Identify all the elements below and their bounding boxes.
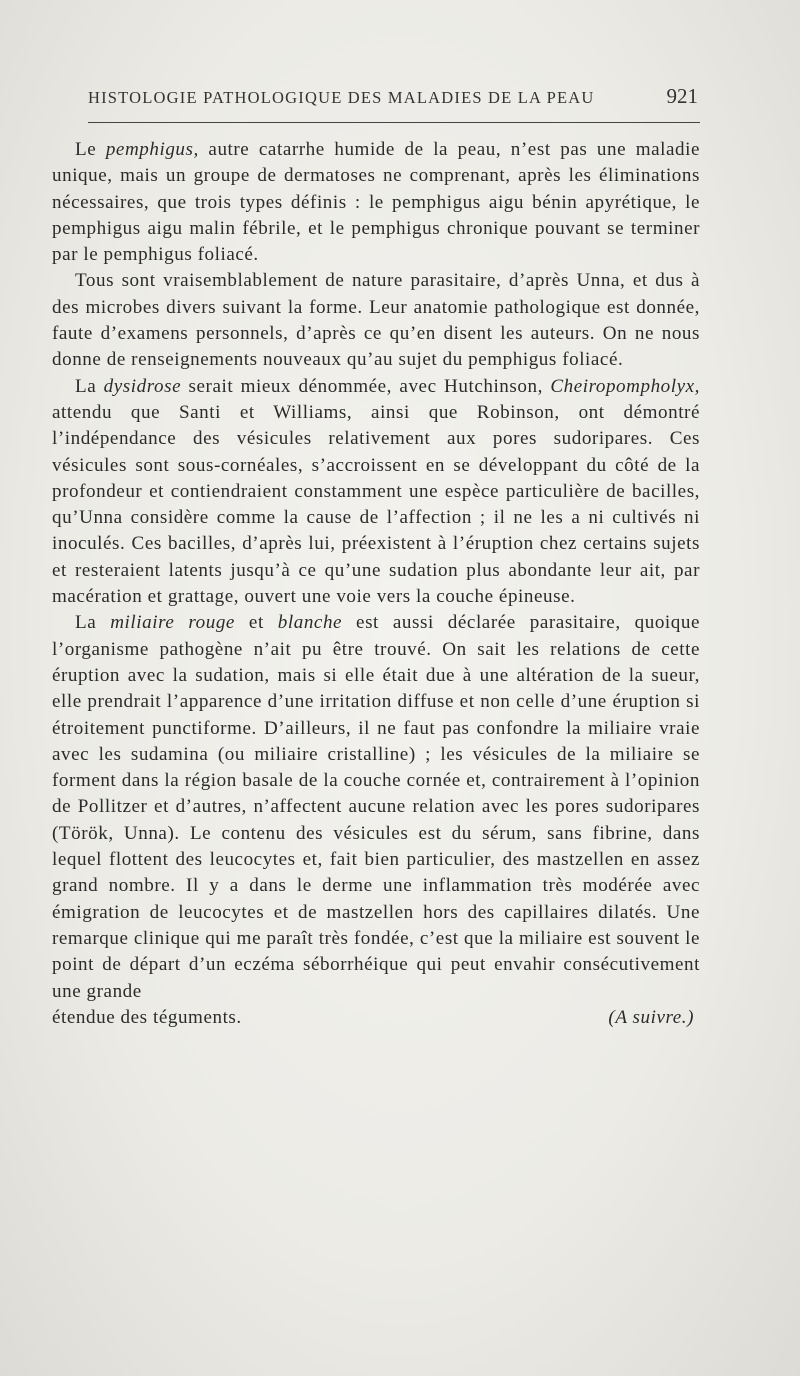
italic-term: pemphigus, (105, 139, 199, 160)
text-run: La (75, 612, 111, 634)
body-text (52, 137, 700, 1031)
paragraph-pemphigus (52, 137, 700, 268)
text-run: La (75, 375, 104, 397)
page-header (88, 84, 698, 114)
italic-term: miliaire rouge (110, 612, 235, 634)
paragraph-final-line (52, 1005, 700, 1031)
text-run: autre catarrhe humide de la peau, n’est pas une maladie unique, mais un groupe de dermatoses ne comprenant, après les éliminations nécessaires, que trois types définis : le pemphigus aigu bénin apyrétique, le pemphigus aigu malin fébrile, et le pemphigus chronique pouvant se terminer par le pemphigus foliacé. (52, 139, 701, 266)
header-rule (88, 122, 700, 123)
italic-term: dysidrose (103, 375, 182, 397)
continuation-note: (A suivre.) (608, 1006, 694, 1028)
text-run: attendu que Santi et Williams, ainsi que Robinson, ont démontré l’indépendance des vésicules relativement aux pores sudoripares. Ces vésicules sont sous-cornéales, s’accroissent en se développant du côté de la profondeur et contiendraient constamment une espèce particulière de bacilles, qu’Unna considère comme la cause de l’affection ; il ne les a ni cultivés ni inoculés. Ces bacilles, d’après lui, préexistent à l’éruption chez certains sujets et resteraient latents jusqu’à ce qu’une sudation plus abondante leur ait, par macération et grattage, ouvert une voie vers la couche épineuse. (52, 401, 700, 608)
italic-term: blanche (277, 612, 343, 634)
italic-term: Cheiropompholyx, (550, 375, 701, 397)
paragraph-parasitic-nature (52, 268, 700, 373)
text-run: et (234, 612, 278, 634)
final-line-text: étendue des téguments. (52, 1006, 242, 1028)
page-number: 921 (666, 84, 698, 108)
text-run: Le (75, 139, 106, 160)
running-title: HISTOLOGIE PATHOLOGIQUE DES MALADIES DE LA PEAU (88, 88, 595, 107)
paragraph-dysidrose (52, 374, 700, 611)
text-run: Tous sont vraisemblablement de nature parasitaire, d’après Unna, et dus à des microbes divers suivant la forme. Leur anatomie pathologique est donnée, faute d’examens personnels, d’après ce qu’en disent les auteurs. On ne nous donne de renseignements nouveaux qu’au sujet du pemphigus foliacé. (52, 270, 700, 371)
text-run: est aussi déclarée parasitaire, quoique l’organisme pathogène n’ait pu être trouvé. On sait les relations de cette éruption avec la sudation, mais si elle était due à une altération de la sueur, elle prendrait l’apparence d’une irritation diffuse et non celle d’une éruption si étroitement punctiforme. D’ailleurs, il ne faut pas confondre la miliaire vraie avec les sudamina (ou miliaire cristalline) ; les vésicules de la miliaire se forment dans la région basale de la couche cornée et, contrairement à l’opinion de Pollitzer et d’autres, n’affectent aucune relation avec les pores sudoripares (Török, Unna). Le contenu des vésicules est du sérum, sans fibrine, dans lequel flottent des leucocytes et, fait bien particulier, des mastzellen en assez grand nombre. Il y a dans le derme une inflammation très modérée avec émigration de leucocytes et de mastzellen hors des capillaires dilatés. Une remarque clinique qui me paraît très fondée, c’est que la miliaire est souvent le point de départ d’un eczéma séborrhéique qui peut envahir consécutivement une grande (52, 612, 700, 1002)
paragraph-miliaire (52, 610, 700, 1004)
text-run: serait mieux dénommée, avec Hutchinson, (181, 375, 551, 397)
